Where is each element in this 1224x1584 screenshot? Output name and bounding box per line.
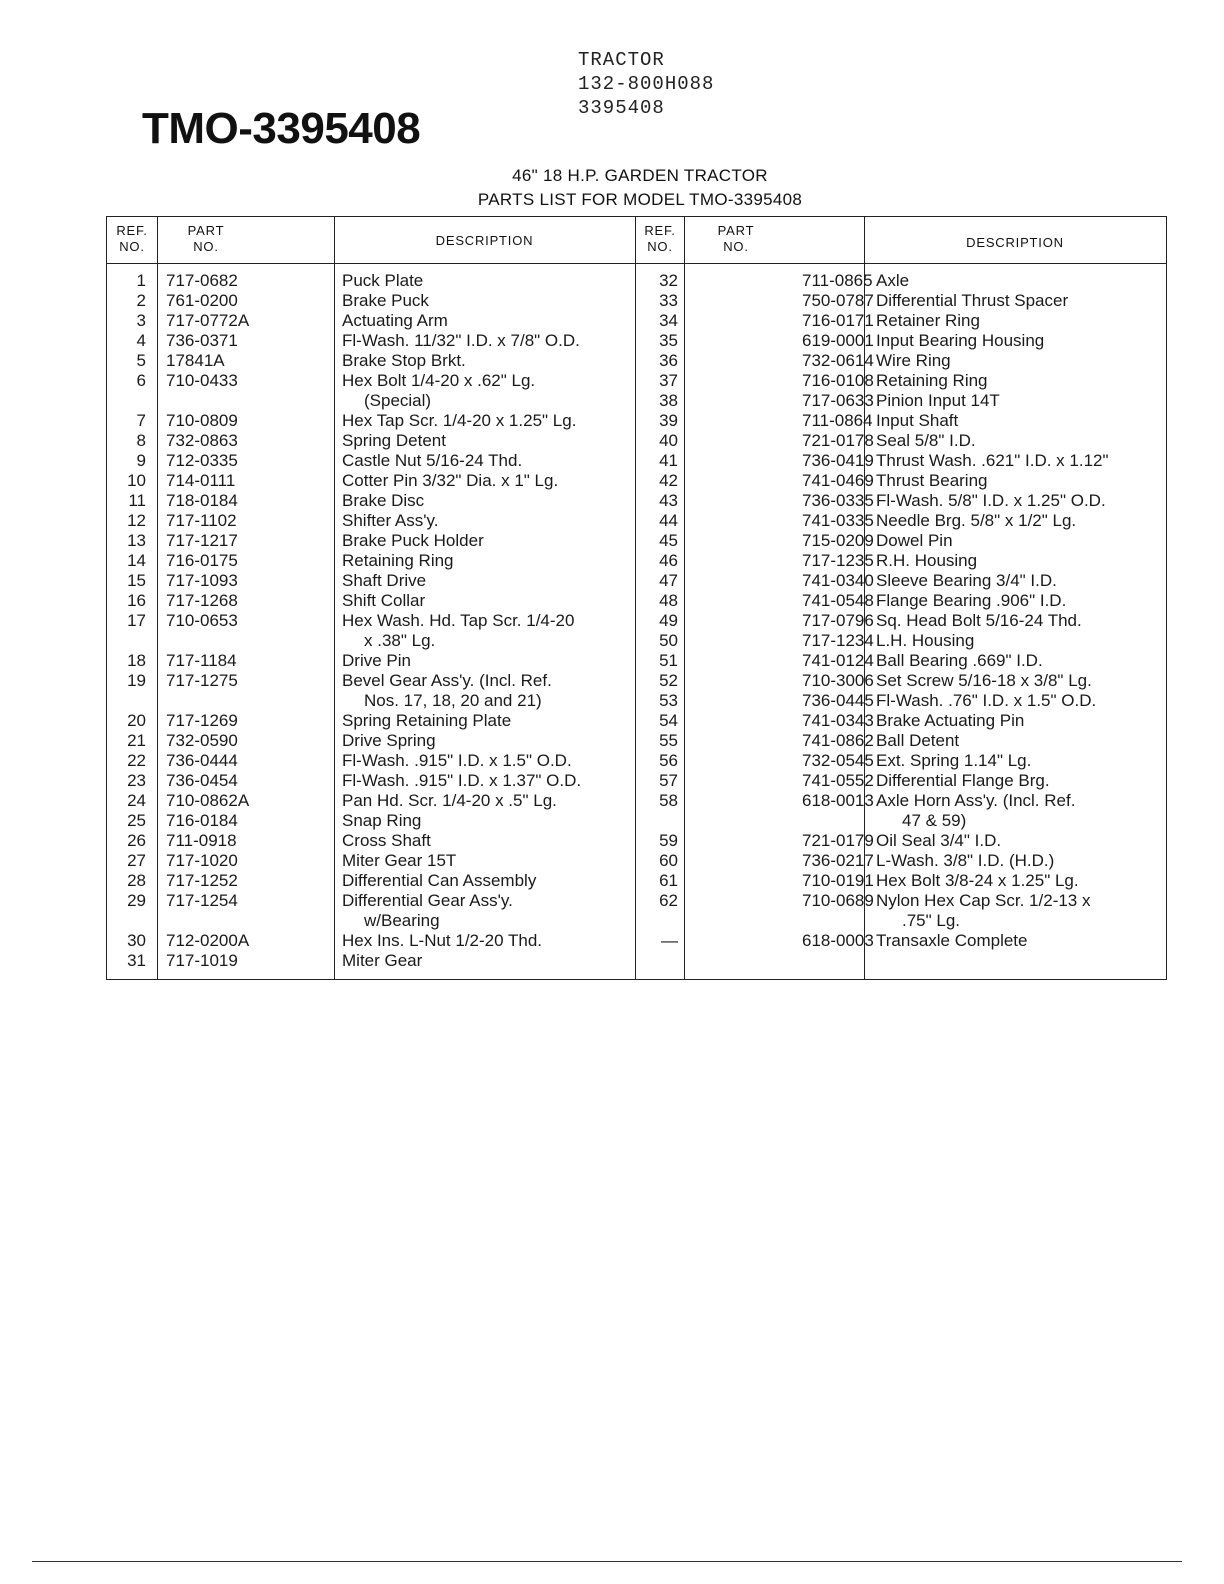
table-row [106,351,635,371]
part-description: Set Screw 5/16-18 x 3/8" Lg. [876,671,1092,690]
ref-number: 34 [659,311,678,330]
part-description: Input Bearing Housing [876,331,1045,350]
table-row [636,431,1166,451]
part-number: 741-0862 [802,731,874,750]
part-description: Miter Gear [342,951,423,970]
ref-number: 27 [127,851,146,870]
ref-number: 15 [127,571,146,590]
ref-number: 2 [136,291,146,310]
part-description: Shifter Ass'y. [342,511,439,530]
ref-number: 49 [659,611,678,630]
table-row [636,331,1166,351]
part-description: Seal 5/8" I.D. [876,431,976,450]
ref-number: 42 [659,471,678,490]
stamp-line-3: 3395408 [578,97,665,119]
part-description: Oil Seal 3/4" I.D. [876,831,1002,850]
part-number: 717-1020 [166,851,238,870]
part-description: Hex Bolt 1/4-20 x .62" Lg. [342,371,536,390]
table-row [106,571,635,591]
part-description: Hex Bolt 3/8-24 x 1.25" Lg. [876,871,1079,890]
ref-number: 62 [659,891,678,910]
part-description: Thrust Bearing [876,471,988,490]
table-row [636,891,1166,911]
table-row [106,911,635,931]
part-description: Puck Plate [342,271,424,290]
ref-number: 1 [136,271,146,290]
part-description: Differential Gear Ass'y. [342,891,513,910]
part-number: 712-0200A [166,931,250,950]
ref-number: 47 [659,571,678,590]
table-row [636,311,1166,331]
part-number: 717-1102 [166,511,237,530]
table-row [106,591,635,611]
part-description: Sleeve Bearing 3/4" I.D. [876,571,1057,590]
part-number: 716-0171 [802,311,874,330]
ref-number: 35 [659,331,678,350]
part-number: 741-0124 [802,651,874,670]
part-description: Brake Disc [342,491,425,510]
document-subtitle: PARTS LIST FOR MODEL TMO-3395408 [477,190,803,209]
part-description: Brake Puck [342,291,429,310]
part-number: 717-1275 [166,671,238,690]
table-row [106,631,635,651]
ref-number: 60 [659,851,678,870]
table-row [636,711,1166,731]
ref-number: 46 [659,551,678,570]
table-border-right [1166,217,1167,979]
table-row [636,271,1166,291]
part-description: Brake Stop Brkt. [342,351,466,370]
part-description: Flange Bearing .906" I.D. [876,591,1067,610]
ref-number: 18 [127,651,146,670]
table-row [106,651,635,671]
table-row [106,371,635,391]
part-description: Actuating Arm [342,311,448,330]
ref-number: 31 [127,951,146,970]
ref-number: 26 [127,831,146,850]
table-row [106,831,635,851]
ref-number: 12 [127,511,146,530]
table-row [106,411,635,431]
header-ref-no-left: REF. NO. [116,223,148,254]
ref-number: 7 [136,411,146,430]
table-row [106,471,635,491]
ref-number: 14 [127,551,146,570]
stamp-line-2: 132-800H088 [578,73,715,95]
ref-number: 53 [659,691,678,710]
part-number: 710-0862A [166,791,250,810]
part-description: Differential Can Assembly [342,871,537,890]
ref-number: 28 [127,871,146,890]
part-number: 736-0335 [802,491,874,510]
table-row [106,951,635,971]
table-row [106,851,635,871]
table-row [636,691,1166,711]
part-number: 711-0864 [802,411,873,430]
part-number: 717-1234 [802,631,874,650]
part-description: (Special) [364,391,432,410]
ref-number: 9 [136,451,146,470]
table-row [106,691,635,711]
table-row [106,611,635,631]
part-number: 716-0175 [166,551,238,570]
table-row [106,531,635,551]
part-number: 717-1252 [166,871,238,890]
part-number: 736-0371 [166,331,238,350]
part-number: 736-0454 [166,771,238,790]
part-number: 717-0796 [802,611,874,630]
part-description: Shaft Drive [342,571,427,590]
table-row [636,931,1166,951]
part-number: 710-0191 [802,871,874,890]
ref-number: 16 [127,591,146,610]
page-footer-rule [32,1561,1182,1562]
ref-number: 19 [127,671,146,690]
ref-number: — [661,931,678,950]
part-description: Thrust Wash. .621" I.D. x 1.12" [876,451,1109,470]
part-number: 741-0343 [802,711,874,730]
part-description: Hex Ins. L-Nut 1/2-20 Thd. [342,931,543,950]
ref-number: 41 [659,451,678,470]
part-number: 716-0184 [166,811,238,830]
ref-number: 6 [136,371,146,390]
ref-number: 54 [659,711,678,730]
ref-number: 50 [659,631,678,650]
part-description: Pan Hd. Scr. 1/4-20 x .5" Lg. [342,791,557,810]
table-row [106,391,635,411]
parts-list-right [636,271,1166,951]
table-row [106,491,635,511]
table-row [106,731,635,751]
table-row [636,391,1166,411]
part-description: Cotter Pin 3/32" Dia. x 1" Lg. [342,471,559,490]
ref-number: 10 [127,471,146,490]
part-number: 717-1184 [166,651,237,670]
part-description: Needle Brg. 5/8" x 1/2" Lg. [876,511,1077,530]
part-number: 732-0614 [802,351,874,370]
header-description-right: DESCRIPTION [966,235,1064,250]
part-number: 736-0445 [802,691,874,710]
part-description: L.H. Housing [876,631,975,650]
ref-number: 3 [136,311,146,330]
ref-number: 5 [136,351,146,370]
ref-number: 30 [127,931,146,950]
table-row [636,751,1166,771]
table-row [636,571,1166,591]
ref-number: 36 [659,351,678,370]
part-description: x .38" Lg. [364,631,436,650]
part-number: 736-0444 [166,751,238,770]
ref-number: 29 [127,891,146,910]
part-number: 717-1269 [166,711,238,730]
ref-number: 58 [659,791,678,810]
part-description: Wire Ring [876,351,951,370]
part-description: Spring Retaining Plate [342,711,512,730]
table-row [106,671,635,691]
part-description: Retaining Ring [342,551,454,570]
ref-number: 21 [127,731,146,750]
part-number: 17841A [166,351,225,370]
ref-number: 55 [659,731,678,750]
ref-number: 23 [127,771,146,790]
part-description: Axle Horn Ass'y. (Incl. Ref. [876,791,1076,810]
part-description: Drive Spring [342,731,436,750]
table-row [636,771,1166,791]
ref-number: 22 [127,751,146,770]
part-number: 741-0469 [802,471,874,490]
part-number: 721-0178 [802,431,874,450]
part-number: 714-0111 [166,471,236,490]
part-number: 712-0335 [166,451,238,470]
table-row [636,411,1166,431]
part-description: Miter Gear 15T [342,851,457,870]
ref-number: 11 [128,491,146,510]
ref-number: 24 [127,791,146,810]
part-number: 711-0918 [166,831,237,850]
part-description: Drive Pin [342,651,411,670]
part-description: L-Wash. 3/8" I.D. (H.D.) [876,851,1055,870]
ref-number: 33 [659,291,678,310]
table-row [636,671,1166,691]
part-number: 619-0001 [802,331,874,350]
table-row [636,811,1166,831]
part-description: Fl-Wash. .76" I.D. x 1.5" O.D. [876,691,1097,710]
part-description: Shift Collar [342,591,426,610]
part-description: Fl-Wash. 5/8" I.D. x 1.25" O.D. [876,491,1106,510]
part-description: R.H. Housing [876,551,978,570]
part-number: 710-0653 [166,611,238,630]
part-description: Hex Wash. Hd. Tap Scr. 1/4-20 [342,611,575,630]
part-number: 741-0548 [802,591,874,610]
header-ref-no-right: REF. NO. [644,223,676,254]
ref-number: 13 [127,531,146,550]
part-description: Pinion Input 14T [876,391,1000,410]
part-description: Ball Detent [876,731,960,750]
ref-number: 4 [136,331,146,350]
part-number: 741-0552 [802,771,874,790]
table-row [636,371,1166,391]
table-row [106,711,635,731]
part-description: Hex Tap Scr. 1/4-20 x 1.25" Lg. [342,411,577,430]
part-description: Cross Shaft [342,831,431,850]
part-number: 732-0545 [802,751,874,770]
part-description: Differential Flange Brg. [876,771,1050,790]
ref-number: 56 [659,751,678,770]
part-number: 717-1254 [166,891,238,910]
part-number: 721-0179 [802,831,874,850]
table-row [636,631,1166,651]
table-row [106,551,635,571]
table-row [106,931,635,951]
part-description: Ball Bearing .669" I.D. [876,651,1043,670]
part-number: 710-0809 [166,411,238,430]
header-part-no-right: PART NO. [717,223,755,254]
table-row [106,511,635,531]
part-number: 710-3006 [802,671,874,690]
ref-number: 17 [127,611,146,630]
part-number: 618-0013 [802,791,874,810]
ref-number: 40 [659,431,678,450]
ref-number: 61 [659,871,678,890]
part-number: 710-0433 [166,371,238,390]
part-number: 711-0865 [802,271,873,290]
part-description: Fl-Wash. 11/32" I.D. x 7/8" O.D. [342,331,580,350]
part-number: 732-0590 [166,731,238,750]
part-number: 618-0003 [802,931,874,950]
part-number: 717-0633 [802,391,874,410]
tractor-stamp [578,48,714,120]
ref-number: 25 [127,811,146,830]
model-title: TMO-3395408 [142,104,421,153]
document-title: 46" 18 H.P. GARDEN TRACTOR [512,166,768,185]
ref-number: 44 [659,511,678,530]
part-number: 717-1019 [166,951,238,970]
part-number: 717-0682 [166,271,238,290]
table-row [636,491,1166,511]
table-row [106,871,635,891]
parts-list-left [106,271,635,971]
ref-number: 59 [659,831,678,850]
part-number: 741-0335 [802,511,874,530]
part-number: 732-0863 [166,431,238,450]
part-description: Brake Puck Holder [342,531,484,550]
part-description: Nylon Hex Cap Scr. 1/2-13 x [876,891,1091,910]
part-description: Input Shaft [876,411,959,430]
part-description: Nos. 17, 18, 20 and 21) [364,691,542,710]
part-number: 717-0772A [166,311,250,330]
part-description: Brake Actuating Pin [876,711,1025,730]
ref-number: 37 [659,371,678,390]
table-row [636,451,1166,471]
table-row [636,291,1166,311]
ref-number: 51 [659,651,678,670]
part-description: Retaining Ring [876,371,988,390]
table-row [106,311,635,331]
ref-number: 8 [136,431,146,450]
part-description: Bevel Gear Ass'y. (Incl. Ref. [342,671,552,690]
ref-number: 32 [659,271,678,290]
part-number: 736-0419 [802,451,874,470]
header-description-left: DESCRIPTION [435,233,534,248]
part-description: Axle [876,271,910,290]
part-description: Dowel Pin [876,531,953,550]
part-description: 47 & 59) [902,811,967,830]
ref-number: 57 [659,771,678,790]
table-row [636,651,1166,671]
ref-number: 38 [659,391,678,410]
table-row [636,911,1166,931]
part-number: 741-0340 [802,571,874,590]
ref-number: 20 [127,711,146,730]
part-number: 761-0200 [166,291,238,310]
table-row [636,851,1166,871]
table-row [636,351,1166,371]
table-row [106,811,635,831]
part-number: 710-0689 [802,891,874,910]
ref-number: 52 [659,671,678,690]
part-description: Spring Detent [342,431,446,450]
table-row [106,751,635,771]
table-row [106,331,635,351]
ref-number: 43 [659,491,678,510]
part-description: Ext. Spring 1.14" Lg. [876,751,1032,770]
part-description: Fl-Wash. .915" I.D. x 1.37" O.D. [342,771,582,790]
part-number: 716-0108 [802,371,874,390]
stamp-line-1: TRACTOR [578,49,665,71]
table-row [636,871,1166,891]
table-row [106,271,635,291]
part-description: w/Bearing [364,911,440,930]
table-row [106,291,635,311]
table-row [106,431,635,451]
part-description: Sq. Head Bolt 5/16-24 Thd. [876,611,1082,630]
part-number: 717-1093 [166,571,238,590]
table-row [636,591,1166,611]
part-description: .75" Lg. [902,911,961,930]
table-row [106,891,635,911]
part-description: Retainer Ring [876,311,980,330]
part-description: Castle Nut 5/16-24 Thd. [342,451,523,470]
header-part-no-left: PART NO. [187,223,225,254]
table-row [636,611,1166,631]
table-row [106,451,635,471]
table-row [636,731,1166,751]
table-row [636,831,1166,851]
table-row [636,791,1166,811]
part-description: Snap Ring [342,811,422,830]
part-number: 717-1217 [166,531,238,550]
table-row [636,531,1166,551]
table-row [636,511,1166,531]
part-description: Differential Thrust Spacer [876,291,1069,310]
part-number: 736-0217 [802,851,874,870]
header-separator [106,263,1167,264]
part-number: 718-0184 [166,491,238,510]
ref-number: 45 [659,531,678,550]
part-number: 717-1268 [166,591,238,610]
table-row [106,771,635,791]
part-number: 715-0209 [802,531,874,550]
table-row [636,551,1166,571]
part-number: 750-0787 [802,291,874,310]
part-description: Transaxle Complete [876,931,1028,950]
part-number: 717-1235 [802,551,874,570]
ref-number: 48 [659,591,678,610]
part-description: Fl-Wash. .915" I.D. x 1.5" O.D. [342,751,572,770]
parts-table [106,216,1167,980]
table-row [106,791,635,811]
ref-number: 39 [659,411,678,430]
table-row [636,471,1166,491]
